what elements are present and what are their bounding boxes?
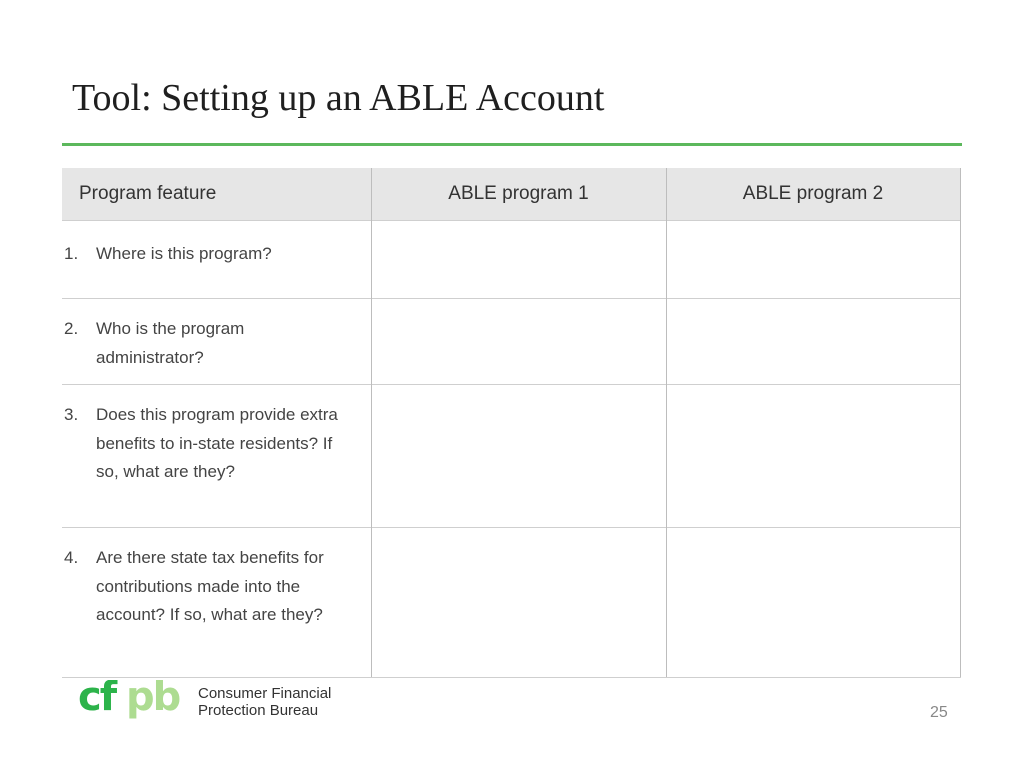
question-cell (62, 221, 371, 299)
table-row (62, 221, 960, 299)
program2-cell[interactable] (666, 221, 960, 299)
org-name (198, 685, 331, 719)
table-row (62, 385, 960, 528)
table-header-row (62, 168, 960, 221)
comparison-table (62, 168, 961, 678)
svg-text:pb: pb (126, 680, 180, 720)
header-able-program-1: ABLE program 1 (371, 168, 666, 221)
title-divider (62, 143, 962, 146)
cfpb-logo (78, 680, 331, 724)
program1-cell[interactable] (371, 299, 666, 385)
cfpb-logo-mark (78, 680, 184, 724)
program2-cell[interactable] (666, 385, 960, 528)
svg-text:cf: cf (78, 680, 116, 720)
table-row (62, 299, 960, 385)
question-cell (62, 528, 371, 678)
table-row (62, 528, 960, 678)
question-number: 1. (64, 244, 79, 263)
question-number: 3. (64, 405, 79, 424)
question-text: Where is this program? (96, 244, 272, 263)
question-text: Are there state tax benefits for contributions made into the account? If so, what are they? (96, 548, 324, 625)
program2-cell[interactable] (666, 299, 960, 385)
question-cell (62, 385, 371, 528)
question-text: Does this program provide extra benefits to in-state residents? If so, what are they? (96, 405, 338, 482)
question-number: 4. (64, 548, 79, 567)
program1-cell[interactable] (371, 221, 666, 299)
question-cell (62, 299, 371, 385)
program1-cell[interactable] (371, 528, 666, 678)
slide-title: Tool: Setting up an ABLE Account (72, 77, 605, 119)
org-name-line1: Consumer Financial (198, 685, 332, 702)
question-text: Who is the program administrator? (96, 319, 245, 367)
program2-cell[interactable] (666, 528, 960, 678)
org-name-line2: Protection Bureau (198, 702, 319, 719)
page-number: 25 (930, 704, 948, 721)
header-program-feature: Program feature (62, 168, 371, 221)
question-number: 2. (64, 319, 79, 338)
program1-cell[interactable] (371, 385, 666, 528)
header-able-program-2: ABLE program 2 (666, 168, 960, 221)
